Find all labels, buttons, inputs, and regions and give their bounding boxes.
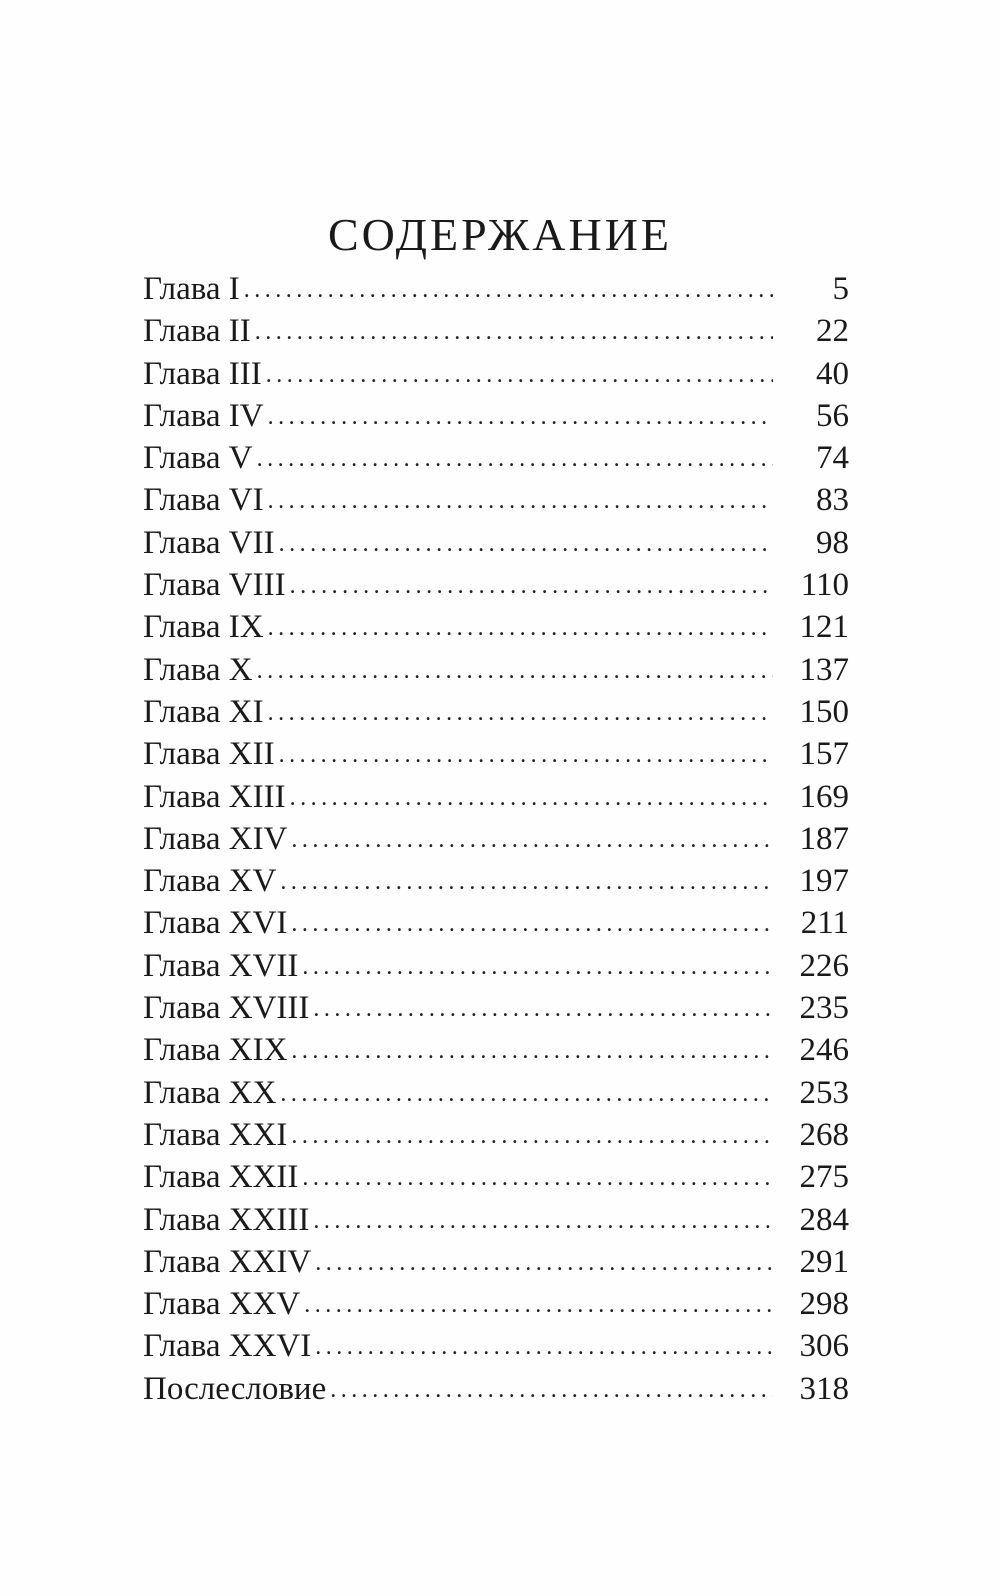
toc-entry-page-number: 121 [799, 609, 849, 646]
dot-leader [244, 269, 773, 311]
toc-entry-page-number: 298 [799, 1286, 849, 1323]
toc-entry-page-number: 318 [799, 1370, 849, 1407]
toc-entry [143, 733, 849, 775]
dot-leader [257, 438, 773, 480]
toc-entry-page-number: 150 [799, 693, 849, 730]
dot-leader [268, 396, 773, 438]
toc-entry-page-number: 157 [799, 736, 849, 773]
toc-entry-label: Послесловие [143, 1370, 327, 1407]
toc-entry-label: Глава XXII [143, 1159, 299, 1196]
toc-entry-label: Глава XXIV [143, 1243, 312, 1280]
toc-entry [143, 479, 849, 521]
toc-entry-label: Глава XI [143, 693, 264, 730]
toc-entry-label: Глава XXIII [143, 1201, 310, 1238]
toc-entry-label: Глава XV [143, 863, 277, 900]
toc-entry [143, 1072, 849, 1114]
toc-entry-label: Глава XIV [143, 820, 288, 857]
dot-leader [290, 565, 773, 607]
toc-entry-page-number: 5 [832, 271, 849, 307]
toc-entry [143, 564, 849, 606]
dot-leader [291, 1115, 773, 1157]
toc-entry-page-number: 22 [816, 313, 849, 350]
toc-entry [143, 860, 849, 902]
toc-entry-page-number: 169 [799, 778, 849, 815]
toc-entry [143, 268, 849, 310]
toc-entry [143, 395, 849, 437]
dot-leader [279, 734, 773, 776]
toc-entry-page-number: 137 [799, 651, 849, 688]
toc-entry-label: Глава XII [143, 736, 275, 773]
toc-entry [143, 1156, 849, 1198]
toc-entry [143, 987, 849, 1029]
toc-entry-label: Глава XXVI [143, 1328, 312, 1365]
toc-entry [143, 1114, 849, 1156]
dot-leader [302, 946, 773, 988]
dot-leader [279, 523, 773, 565]
toc-entry [143, 1368, 849, 1410]
dot-leader [255, 311, 773, 353]
dot-leader [315, 1242, 773, 1284]
toc-entry-label: Глава XVII [143, 947, 299, 984]
toc-entry-page-number: 74 [816, 440, 849, 477]
toc-entry [143, 1029, 849, 1071]
toc-entry [143, 945, 849, 987]
dot-leader [268, 480, 773, 522]
toc-entry-page-number: 275 [799, 1159, 849, 1196]
dot-leader [291, 1030, 773, 1072]
dot-leader [302, 1157, 773, 1199]
toc-entry [143, 1283, 849, 1325]
toc-entry [143, 818, 849, 860]
dot-leader [330, 1369, 773, 1411]
toc-entry-page-number: 246 [799, 1032, 849, 1069]
dot-leader [304, 1284, 773, 1326]
toc-entry-page-number: 235 [799, 990, 849, 1027]
toc-entry-label: Глава III [143, 355, 262, 392]
dot-leader [291, 819, 773, 861]
toc-entry [143, 691, 849, 733]
toc-entry-label: Глава XVIII [143, 990, 310, 1027]
toc-entry [143, 606, 849, 648]
toc-entry-page-number: 284 [799, 1201, 849, 1238]
dot-leader [266, 354, 773, 396]
toc-entry-label: Глава VII [143, 524, 275, 561]
toc-entry [143, 310, 849, 352]
toc-entry-label: Глава II [143, 313, 251, 350]
toc-entry [143, 649, 849, 691]
toc-entry [143, 437, 849, 479]
page-title: СОДЕРЖАНИЕ [327, 209, 673, 260]
table-of-contents [143, 268, 849, 1410]
toc-entry-page-number: 98 [816, 524, 849, 561]
toc-entry-page-number: 40 [816, 355, 849, 392]
toc-entry-label: Глава IX [143, 609, 264, 646]
toc-entry-label: Глава VI [143, 482, 264, 519]
toc-entry-label: Глава XX [143, 1074, 277, 1111]
toc-entry-page-number: 56 [816, 397, 849, 434]
toc-entry-label: Глава XIX [143, 1032, 288, 1069]
toc-entry [143, 522, 849, 564]
dot-leader [268, 692, 773, 734]
toc-entry [143, 902, 849, 944]
toc-entry-page-number: 211 [800, 905, 849, 942]
toc-entry-label: Глава XXI [143, 1116, 288, 1153]
toc-entry-page-number: 226 [799, 947, 849, 984]
dot-leader [315, 1326, 773, 1368]
toc-entry-page-number: 268 [799, 1116, 849, 1153]
toc-entry [143, 1199, 849, 1241]
dot-leader [313, 988, 773, 1030]
toc-entry [143, 1241, 849, 1283]
dot-leader [313, 1200, 773, 1242]
toc-entry [143, 776, 849, 818]
toc-entry-label: Глава V [143, 440, 253, 477]
toc-entry [143, 1325, 849, 1367]
toc-entry-page-number: 253 [799, 1074, 849, 1111]
toc-entry-page-number: 197 [799, 863, 849, 900]
toc-entry-page-number: 187 [799, 820, 849, 857]
dot-leader [290, 777, 773, 819]
toc-entry-page-number: 291 [799, 1243, 849, 1280]
dot-leader [280, 861, 773, 903]
toc-entry-label: Глава XIII [143, 778, 286, 815]
dot-leader [268, 607, 773, 649]
dot-leader [280, 1073, 773, 1115]
toc-entry-label: Глава I [143, 271, 240, 307]
dot-leader [291, 903, 773, 945]
toc-entry-label: Глава X [143, 651, 253, 688]
toc-entry-label: Глава VIII [143, 567, 286, 604]
toc-entry-label: Глава XVI [143, 905, 288, 942]
toc-entry [143, 353, 849, 395]
dot-leader [257, 650, 773, 692]
toc-entry-label: Глава XXV [143, 1286, 301, 1323]
toc-entry-label: Глава IV [143, 397, 264, 434]
toc-entry-page-number: 110 [800, 567, 849, 604]
toc-entry-page-number: 306 [799, 1328, 849, 1365]
toc-entry-page-number: 83 [816, 482, 849, 519]
